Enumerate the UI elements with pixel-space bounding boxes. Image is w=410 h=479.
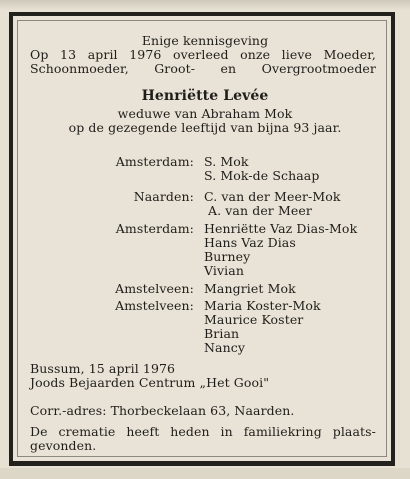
family-name: Brian (204, 326, 240, 341)
intro-line-2: Schoonmoeder, Groot- en Overgrootmoeder (30, 61, 376, 76)
family-name: Nancy (204, 340, 246, 355)
family-place-2: Naarden: (133, 189, 194, 204)
inner-border (17, 20, 387, 457)
family-name: Vivian (204, 263, 244, 278)
family-name: S. Mok-de Schaap (204, 168, 320, 183)
notice-heading: Enige kennisgeving (141, 33, 269, 48)
correspondence-address: Corr.-adres: Thorbeckelaan 63, Naarden. (30, 403, 295, 418)
widow-line: weduwe van Abraham Mok (117, 106, 293, 121)
family-place-1: Amsterdam: (115, 154, 194, 169)
family-name: Maurice Koster (204, 312, 304, 327)
family-name: Mangriet Mok (204, 281, 296, 296)
deceased-name: Henriëtte Levée (141, 88, 269, 104)
cremation-line-1: De crematie heeft heden in familiekring plaats- (30, 424, 376, 439)
family-name: Henriëtte Vaz Dias-Mok (204, 221, 358, 236)
top-bleed (0, 0, 410, 10)
family-name: Maria Koster-Mok (204, 298, 321, 313)
family-place-4: Amstelveen: (115, 281, 194, 296)
family-name: C. van der Meer-Mok (204, 189, 341, 204)
intro-line-1: Op 13 april 1976 overleed onze lieve Moeder, (30, 47, 376, 62)
bottom-bleed (0, 468, 410, 479)
family-name: A. van der Meer (208, 203, 312, 218)
announcement-frame (9, 12, 395, 466)
family-name: Hans Vaz Dias (204, 235, 296, 250)
family-place-5: Amstelveen: (115, 298, 194, 313)
age-line: op de gezegende leeftijd van bijna 93 jaar. (68, 120, 342, 135)
family-name: S. Mok (204, 154, 249, 169)
place-date: Bussum, 15 april 1976 (30, 361, 176, 376)
institution: Joods Bejaarden Centrum „Het Gooi" (30, 375, 270, 390)
cremation-line-2: gevonden. (30, 438, 97, 453)
family-name: Burney (204, 249, 251, 264)
family-place-3: Amsterdam: (115, 221, 194, 236)
